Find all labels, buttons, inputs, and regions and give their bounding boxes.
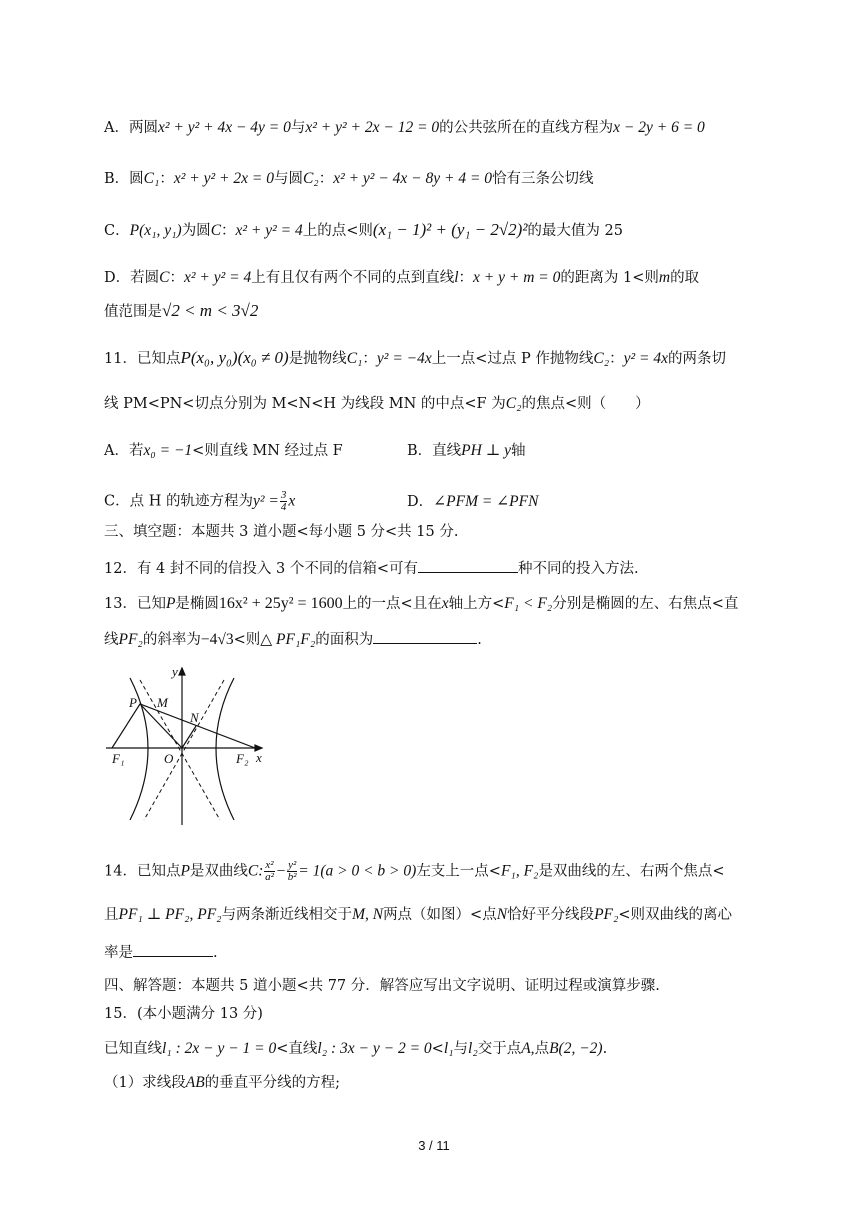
text: （1）求线段 <box>104 1075 186 1091</box>
text: <则双曲线的离心 <box>618 907 733 923</box>
text: 的面积为 <box>315 632 374 648</box>
math: m <box>658 269 671 286</box>
math: C <box>210 222 222 239</box>
answer-blank[interactable] <box>418 558 518 573</box>
text: 值范围是 <box>104 304 162 320</box>
math: x <box>288 492 296 510</box>
q15-title: 15．(本小题满分 13 分) <box>104 1006 263 1022</box>
q11-option-a <box>104 441 343 461</box>
text: 上的一点<且在 <box>342 596 442 612</box>
text: ： <box>362 351 377 367</box>
answer-blank[interactable] <box>133 942 213 957</box>
denominator: a² <box>265 871 274 883</box>
math: √2 < m < 3√2 <box>162 301 259 320</box>
label-f2: F₂ <box>236 751 249 766</box>
text: 的垂直平分线的方程; <box>204 1075 341 1091</box>
text: 是双曲线的左、右两个焦点< <box>538 863 725 880</box>
math: PF₁ ⊥ PF₂, PF₂ <box>118 906 222 923</box>
page-number: 3 / 11 <box>418 1138 450 1153</box>
math: l₂ : 3x − y − 2 = 0 <box>317 1040 432 1057</box>
text: 为圆 <box>181 223 211 239</box>
math: P <box>180 862 190 880</box>
text: 是抛物线 <box>288 351 347 367</box>
y-axis-arrow <box>179 668 185 675</box>
math: C: <box>247 862 264 880</box>
text: 左支上一点< <box>416 863 501 880</box>
fraction <box>287 860 297 883</box>
math: (x₁ − 1)² + (y₁ − 2√2)² <box>372 220 528 239</box>
math: x² + y² − 4x − 8y + 4 = 0 <box>333 170 493 187</box>
text: . <box>477 632 482 648</box>
math: x² + y² + 2x = 0 <box>173 170 274 187</box>
q13-line-1 <box>104 594 738 614</box>
text: 与两条渐近线相交于 <box>221 907 353 923</box>
math: B(2, −2) <box>549 1040 603 1057</box>
math: PF₂ <box>594 906 619 923</box>
q14-line-2 <box>104 905 732 925</box>
math: C₂ <box>593 350 610 367</box>
section-3-heading: 三、填空题：本题共 3 道小题<每小题 5 分<共 15 分. <box>104 524 459 540</box>
text: 12．有 4 封不同的信投入 3 个不同的信箱<可有 <box>104 561 418 577</box>
text: 两点（如图）<点 <box>383 907 497 923</box>
text: A．两圆 <box>104 120 158 136</box>
math: y² = <box>252 492 279 510</box>
fraction <box>264 860 274 883</box>
math: △ PF₁F₂ <box>260 631 316 648</box>
numerator: x² <box>265 859 274 871</box>
math: N <box>496 906 508 923</box>
text: 上一点<过点 P 作抛物线 <box>431 351 594 367</box>
q14-line-3 <box>104 942 218 963</box>
text: 交于点 <box>477 1041 522 1057</box>
text: 与圆 <box>273 171 303 187</box>
q14-line-1: 14．已知点P是双曲线C: $\frac{\text{x²}}{\text{a²}}$ − $\frac{\text{y²}}{\text{b²}}$ = 1(a > 0 < b > 0)左支上一点<F₁, F₂是双曲线的左、右两个焦点< <box>104 859 725 883</box>
label-m: M <box>157 695 168 710</box>
section-4-heading: 四、解答题：本题共 5 道小题<共 77 分．解答应写出文字说明、证明过程或演算步骤. <box>104 978 660 994</box>
math: F₁ < F₂ <box>504 595 553 612</box>
math: l₂ <box>468 1040 478 1057</box>
q11-option-c <box>104 490 295 513</box>
text: 的最大值为 25 <box>527 223 623 239</box>
axes <box>106 668 262 825</box>
text: 恰好平分线段 <box>507 907 595 923</box>
math: P(x₁, y₁) <box>129 222 182 239</box>
label-n: N <box>190 710 199 725</box>
text: 的斜率为 <box>142 632 201 648</box>
text: B．圆 <box>104 171 144 187</box>
label-y: y <box>172 664 178 679</box>
q15-line-1 <box>104 1039 607 1059</box>
text: ： <box>159 171 174 187</box>
math: C <box>159 269 170 286</box>
math: y² = −4x <box>376 350 432 367</box>
numerator: 3 <box>280 489 287 501</box>
text: 13．已知 <box>104 596 166 612</box>
text: 的焦点<则（ ） <box>521 396 650 412</box>
text: D． <box>407 494 434 510</box>
q13-line-2 <box>104 629 482 650</box>
text: B．直线 <box>407 443 462 459</box>
q11-stem-2 <box>104 394 650 414</box>
math: F₁, F₂ <box>500 862 539 880</box>
q10-option-d-cont <box>104 301 258 322</box>
text: . <box>213 945 218 961</box>
math: AB <box>185 1074 205 1091</box>
math: A, <box>521 1040 535 1057</box>
text: C． <box>104 223 130 239</box>
label-o: O <box>164 751 174 766</box>
text: ： <box>221 223 236 239</box>
q10-option-b <box>104 169 594 189</box>
text: ： <box>318 171 334 187</box>
text: 轴 <box>511 443 526 459</box>
label-f1: F₁ <box>112 751 125 766</box>
math: l₁ : 2x − y − 1 = 0 <box>162 1040 277 1057</box>
math: = 1(a > 0 < b > 0) <box>298 862 417 880</box>
q10-option-a <box>104 118 705 138</box>
q10-option-d <box>104 268 699 288</box>
text: <则直线 MN 经过点 F <box>192 443 343 459</box>
math: x² + y² + 2x − 12 = 0 <box>305 119 440 136</box>
text: 是椭圆 <box>175 596 219 612</box>
answer-blank[interactable] <box>373 629 477 644</box>
text: 率是 <box>104 945 133 961</box>
right-branch <box>216 678 234 820</box>
text: <直线 <box>276 1041 318 1057</box>
math: x² + y² = 4 <box>235 222 303 239</box>
q11-stem-1 <box>104 348 726 369</box>
text: 线 PM<PN<切点分别为 M<N<H 为线段 MN 的中点<F 为 <box>104 396 506 412</box>
math: l₁ <box>443 1040 454 1057</box>
text: D．若圆 <box>104 270 160 286</box>
text: C．点 H 的轨迹方程为 <box>104 493 253 510</box>
text: 的距离为 1<则 <box>560 270 659 286</box>
math: M, N <box>352 906 384 923</box>
math: x² + y² = 4 <box>183 269 252 286</box>
text: ： <box>169 270 184 286</box>
text: A．若 <box>104 443 144 459</box>
hyperbola-figure <box>100 660 270 830</box>
q11-option-b <box>407 441 526 461</box>
denominator: b² <box>287 871 297 883</box>
text: 恰有三条公切线 <box>492 171 594 187</box>
text: 分别是椭圆的左、右焦点<直 <box>552 596 739 612</box>
text: ： <box>609 351 624 367</box>
q11-option-d <box>407 492 538 512</box>
asymptote-1 <box>140 680 220 820</box>
math: C₁ <box>143 170 160 187</box>
text: 的取 <box>670 270 700 286</box>
text: 14．已知点 <box>104 863 181 880</box>
math: 16x² + 25y² = 1600 <box>218 595 343 612</box>
math: PH ⊥ y <box>461 442 512 459</box>
math: −4√3 <box>200 631 234 648</box>
text: 与 <box>453 1041 469 1057</box>
math: x + y + m = 0 <box>473 269 561 286</box>
math: x₀ = −1 <box>143 442 193 459</box>
text: 种不同的投入方法. <box>518 561 639 577</box>
math: P <box>165 595 176 612</box>
text: 已知直线 <box>104 1041 162 1057</box>
math: C₂ <box>505 395 522 412</box>
label-x: x <box>256 750 262 765</box>
math: C₁ <box>346 350 363 367</box>
text: ： <box>458 270 474 286</box>
text: 11．已知点 <box>104 351 181 367</box>
q15-sub-1 <box>104 1073 340 1093</box>
text: 且 <box>104 907 119 923</box>
math: C₂ <box>302 170 319 187</box>
q12 <box>104 558 639 579</box>
text: 与 <box>290 120 306 136</box>
fraction <box>280 490 288 513</box>
math: P(x₀, y₀)(x₀ ≠ 0) <box>180 348 289 367</box>
asymptote-2 <box>144 680 224 820</box>
text: 的两条切 <box>667 351 726 367</box>
text: . <box>602 1041 608 1057</box>
math: ∠PFM = ∠PFN <box>433 493 539 510</box>
math: x − 2y + 6 = 0 <box>613 119 705 136</box>
segment-on <box>182 726 196 748</box>
q10-option-c <box>104 220 623 241</box>
math: PF₂ <box>118 631 143 648</box>
constructions <box>112 704 255 748</box>
math: x² + y² + 4x − 4y = 0 <box>157 119 291 136</box>
label-p: P <box>129 695 137 710</box>
text: <则 <box>233 632 261 648</box>
text: < <box>431 1041 444 1057</box>
text: 是双曲线 <box>189 863 248 880</box>
numerator: y² <box>288 859 297 871</box>
math: x <box>441 595 449 612</box>
text: 上的点<则 <box>302 223 373 239</box>
math: y² = 4x <box>623 350 668 367</box>
denominator: 4 <box>280 501 287 513</box>
text: 的公共弦所在的直线方程为 <box>439 120 614 136</box>
triangle-pf1f2 <box>112 704 255 748</box>
text: 轴上方< <box>448 596 505 612</box>
text: 点 <box>534 1041 550 1057</box>
text: 上有且仅有两个不同的点到直线 <box>251 270 455 286</box>
text: 线 <box>104 632 119 648</box>
math: l <box>454 269 459 286</box>
